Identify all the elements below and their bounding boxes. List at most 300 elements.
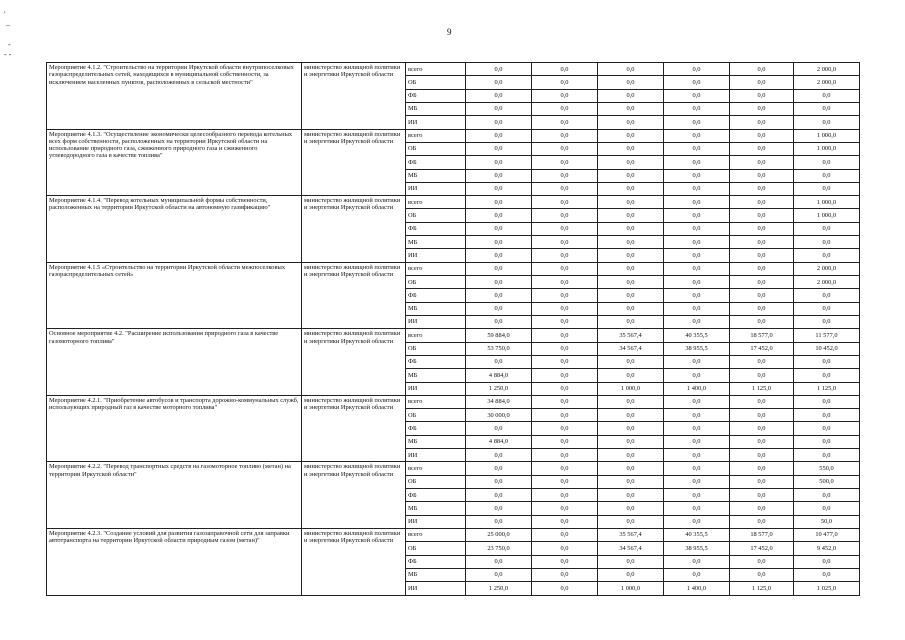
amount-cell: 0,0 — [664, 249, 730, 262]
amount-cell: 0,0 — [598, 568, 664, 581]
amount-cell: 0,0 — [664, 515, 730, 528]
amount-cell: 0,0 — [794, 302, 860, 315]
amount-cell: 0,0 — [532, 196, 598, 209]
funding-source: ИИ — [406, 515, 466, 528]
amount-cell: 0,0 — [664, 129, 730, 142]
amount-cell: 30 000,0 — [466, 409, 532, 422]
amount-cell: 0,0 — [598, 102, 664, 115]
amount-cell: 0,0 — [532, 582, 598, 596]
amount-cell: 0,0 — [794, 156, 860, 169]
amount-cell: 0,0 — [794, 489, 860, 502]
amount-cell: 2 000,0 — [794, 63, 860, 76]
funding-source: ОБ — [406, 76, 466, 89]
funding-source: ИИ — [406, 116, 466, 129]
amount-cell: 0,0 — [664, 449, 730, 462]
amount-cell: 0,0 — [730, 355, 794, 368]
funding-source: всего — [406, 129, 466, 142]
funding-source: ОБ — [406, 276, 466, 289]
amount-cell: 0,0 — [730, 156, 794, 169]
amount-cell: 23 750,0 — [466, 542, 532, 555]
amount-cell: 0,0 — [664, 63, 730, 76]
measure-name: Мероприятие 4.1.4. "Перевод котельных муниципальной формы собственности, расположенных на территории Иркутской области на автономную газификацию" — [47, 196, 302, 263]
amount-cell: 0,0 — [532, 302, 598, 315]
amount-cell: 0,0 — [466, 315, 532, 328]
amount-cell: 38 955,5 — [664, 342, 730, 355]
amount-cell: 0,0 — [598, 489, 664, 502]
funding-source: ФБ — [406, 289, 466, 302]
amount-cell: 0,0 — [598, 129, 664, 142]
amount-cell: 25 000,0 — [466, 528, 532, 541]
amount-cell: 0,0 — [466, 276, 532, 289]
amount-cell: 0,0 — [794, 395, 860, 408]
amount-cell: 0,0 — [730, 182, 794, 195]
amount-cell: 0,0 — [532, 182, 598, 195]
measure-name: Мероприятие 4.2.3. "Создание условий для развития газозаправочной сети для заправки автотранспорта на территории Иркутской области природным газом (метан)" — [47, 528, 302, 595]
funding-source: ИИ — [406, 449, 466, 462]
amount-cell: 0,0 — [664, 555, 730, 568]
funding-source: ОБ — [406, 342, 466, 355]
amount-cell: 0,0 — [730, 222, 794, 235]
amount-cell: 500,0 — [794, 475, 860, 488]
funding-source: всего — [406, 196, 466, 209]
amount-cell: 34 567,4 — [598, 542, 664, 555]
amount-cell: 1 400,0 — [664, 382, 730, 395]
amount-cell: 0,0 — [794, 169, 860, 182]
funding-source: ИИ — [406, 382, 466, 395]
amount-cell: 0,0 — [532, 435, 598, 448]
amount-cell: 18 577,0 — [730, 329, 794, 342]
amount-cell: 0,0 — [794, 409, 860, 422]
executor-name: министерство жилищной политики и энергетики Иркутской области — [302, 262, 406, 329]
amount-cell: 0,0 — [532, 63, 598, 76]
measure-name: Мероприятие 4.2.2. "Перевод транспортных средств на газомоторное топливо (метан) на территории Иркутской области" — [47, 462, 302, 529]
funding-source: ИИ — [406, 182, 466, 195]
amount-cell: 0,0 — [794, 236, 860, 249]
amount-cell: 0,0 — [532, 542, 598, 555]
amount-cell: 0,0 — [730, 262, 794, 275]
amount-cell: 0,0 — [532, 382, 598, 395]
amount-cell: 0,0 — [466, 449, 532, 462]
amount-cell: 0,0 — [664, 196, 730, 209]
amount-cell: 50,0 — [794, 515, 860, 528]
amount-cell: 0,0 — [598, 355, 664, 368]
amount-cell: 0,0 — [664, 315, 730, 328]
amount-cell: 0,0 — [598, 76, 664, 89]
amount-cell: 0,0 — [466, 502, 532, 515]
amount-cell: 0,0 — [466, 489, 532, 502]
amount-cell: 0,0 — [532, 289, 598, 302]
amount-cell: 0,0 — [532, 169, 598, 182]
amount-cell: 0,0 — [598, 222, 664, 235]
amount-cell: 0,0 — [664, 76, 730, 89]
amount-cell: 0,0 — [730, 409, 794, 422]
amount-cell: 0,0 — [598, 422, 664, 435]
measure-name: Мероприятие 4.1.5 «Строительство на территории Иркутской области межпоселковых газораспределительных сетей» — [47, 262, 302, 329]
amount-cell: 0,0 — [664, 236, 730, 249]
amount-cell: 0,0 — [794, 289, 860, 302]
amount-cell: 0,0 — [664, 89, 730, 102]
executor-name: министерство жилищной политики и энергетики Иркутской области — [302, 462, 406, 529]
amount-cell: 40 355,5 — [664, 329, 730, 342]
funding-source: ФБ — [406, 222, 466, 235]
amount-cell: 0,0 — [598, 395, 664, 408]
funding-source: МБ — [406, 369, 466, 382]
amount-cell: 0,0 — [730, 449, 794, 462]
amount-cell: 1 000,0 — [598, 382, 664, 395]
amount-cell: 0,0 — [466, 102, 532, 115]
amount-cell: 0,0 — [532, 395, 598, 408]
amount-cell: 0,0 — [532, 355, 598, 368]
amount-cell: 0,0 — [730, 315, 794, 328]
amount-cell: 0,0 — [532, 409, 598, 422]
amount-cell: 4 884,0 — [466, 369, 532, 382]
executor-name: министерство жилищной политики и энергетики Иркутской области — [302, 63, 406, 130]
amount-cell: 0,0 — [466, 63, 532, 76]
executor-name: министерство жилищной политики и энергетики Иркутской области — [302, 196, 406, 263]
amount-cell: 0,0 — [532, 276, 598, 289]
amount-cell: 0,0 — [466, 555, 532, 568]
funding-source: ФБ — [406, 355, 466, 368]
amount-cell: 0,0 — [730, 395, 794, 408]
amount-cell: 10 452,0 — [794, 342, 860, 355]
amount-cell: 35 567,4 — [598, 329, 664, 342]
amount-cell: 0,0 — [466, 129, 532, 142]
amount-cell: 0,0 — [532, 475, 598, 488]
amount-cell: 0,0 — [664, 182, 730, 195]
executor-name: министерство жилищной политики и энергетики Иркутской области — [302, 329, 406, 396]
amount-cell: 0,0 — [532, 422, 598, 435]
funding-source: МБ — [406, 435, 466, 448]
funding-source: МБ — [406, 568, 466, 581]
amount-cell: 38 955,5 — [664, 542, 730, 555]
amount-cell: 550,0 — [794, 462, 860, 475]
funding-source: ОБ — [406, 409, 466, 422]
amount-cell: 0,0 — [664, 502, 730, 515]
amount-cell: 0,0 — [598, 502, 664, 515]
amount-cell: 0,0 — [730, 502, 794, 515]
amount-cell: 0,0 — [598, 409, 664, 422]
amount-cell: 9 452,0 — [794, 542, 860, 555]
amount-cell: 0,0 — [532, 568, 598, 581]
amount-cell: 2 000,0 — [794, 262, 860, 275]
amount-cell: 0,0 — [466, 222, 532, 235]
amount-cell: 0,0 — [730, 555, 794, 568]
amount-cell: 0,0 — [532, 102, 598, 115]
amount-cell: 0,0 — [466, 209, 532, 222]
amount-cell: 0,0 — [664, 156, 730, 169]
binding-margin-marks: ' – - - - — [4, 10, 12, 59]
amount-cell: 0,0 — [598, 249, 664, 262]
amount-cell: 1 000,0 — [794, 209, 860, 222]
amount-cell: 17 452,0 — [730, 342, 794, 355]
funding-source: всего — [406, 329, 466, 342]
amount-cell: 0,0 — [730, 462, 794, 475]
amount-cell: 0,0 — [466, 236, 532, 249]
amount-cell: 0,0 — [598, 475, 664, 488]
amount-cell: 34 567,4 — [598, 342, 664, 355]
measure-name: Мероприятие 4.2.1. "Приобретение автобусов и транспорта дорожно-коммунальных служб, использующих природный газ в качестве моторного топлива" — [47, 395, 302, 462]
amount-cell: 0,0 — [466, 196, 532, 209]
amount-cell: 0,0 — [730, 475, 794, 488]
amount-cell: 1 025,0 — [794, 582, 860, 596]
amount-cell: 0,0 — [532, 315, 598, 328]
table-row — [47, 528, 860, 541]
amount-cell: 0,0 — [664, 262, 730, 275]
amount-cell: 0,0 — [598, 196, 664, 209]
amount-cell: 0,0 — [794, 369, 860, 382]
amount-cell: 0,0 — [664, 422, 730, 435]
funding-source: ИИ — [406, 582, 466, 596]
amount-cell: 0,0 — [466, 169, 532, 182]
funding-source: всего — [406, 395, 466, 408]
amount-cell: 0,0 — [664, 435, 730, 448]
amount-cell: 0,0 — [730, 196, 794, 209]
amount-cell: 0,0 — [466, 462, 532, 475]
amount-cell: 0,0 — [664, 116, 730, 129]
amount-cell: 0,0 — [466, 262, 532, 275]
funding-source: ОБ — [406, 475, 466, 488]
table-row — [47, 395, 860, 408]
amount-cell: 0,0 — [598, 169, 664, 182]
amount-cell: 1 250,0 — [466, 382, 532, 395]
amount-cell: 0,0 — [598, 302, 664, 315]
amount-cell: 2 000,0 — [794, 276, 860, 289]
amount-cell: 0,0 — [730, 169, 794, 182]
amount-cell: 0,0 — [730, 63, 794, 76]
amount-cell: 0,0 — [664, 209, 730, 222]
funding-source: ФБ — [406, 555, 466, 568]
table-row — [47, 262, 860, 275]
amount-cell: 0,0 — [598, 89, 664, 102]
amount-cell: 0,0 — [466, 475, 532, 488]
amount-cell: 0,0 — [730, 302, 794, 315]
amount-cell: 11 577,0 — [794, 329, 860, 342]
amount-cell: 0,0 — [532, 156, 598, 169]
executor-name: министерство жилищной политики и энергетики Иркутской области — [302, 395, 406, 462]
amount-cell: 0,0 — [664, 289, 730, 302]
amount-cell: 4 884,0 — [466, 435, 532, 448]
amount-cell: 0,0 — [532, 515, 598, 528]
amount-cell: 0,0 — [730, 142, 794, 155]
amount-cell: 0,0 — [532, 449, 598, 462]
amount-cell: 0,0 — [598, 209, 664, 222]
amount-cell: 1 000,0 — [598, 582, 664, 596]
funding-source: ОБ — [406, 142, 466, 155]
table-row — [47, 462, 860, 475]
funding-source: МБ — [406, 236, 466, 249]
amount-cell: 1 125,0 — [730, 382, 794, 395]
amount-cell: 0,0 — [664, 222, 730, 235]
amount-cell: 0,0 — [730, 369, 794, 382]
amount-cell: 0,0 — [730, 435, 794, 448]
amount-cell: 0,0 — [532, 89, 598, 102]
funding-source: ФБ — [406, 89, 466, 102]
funding-source: МБ — [406, 302, 466, 315]
amount-cell: 0,0 — [598, 515, 664, 528]
amount-cell: 34 884,0 — [466, 395, 532, 408]
amount-cell: 0,0 — [664, 409, 730, 422]
amount-cell: 17 452,0 — [730, 542, 794, 555]
amount-cell: 0,0 — [598, 116, 664, 129]
amount-cell: 1 250,0 — [466, 582, 532, 596]
amount-cell: 0,0 — [664, 302, 730, 315]
amount-cell: 0,0 — [794, 315, 860, 328]
amount-cell: 0,0 — [466, 182, 532, 195]
amount-cell: 0,0 — [664, 475, 730, 488]
amount-cell: 0,0 — [466, 289, 532, 302]
amount-cell: 0,0 — [466, 76, 532, 89]
amount-cell: 0,0 — [598, 276, 664, 289]
amount-cell: 53 750,0 — [466, 342, 532, 355]
amount-cell: 0,0 — [730, 289, 794, 302]
page-number: 9 — [447, 27, 452, 37]
funding-source: ИИ — [406, 315, 466, 328]
amount-cell: 18 577,0 — [730, 528, 794, 541]
amount-cell: 0,0 — [532, 528, 598, 541]
funding-source: МБ — [406, 169, 466, 182]
funding-source: всего — [406, 528, 466, 541]
amount-cell: 0,0 — [730, 236, 794, 249]
amount-cell: 0,0 — [730, 76, 794, 89]
amount-cell: 2 000,0 — [794, 76, 860, 89]
amount-cell: 0,0 — [466, 142, 532, 155]
amount-cell: 0,0 — [598, 182, 664, 195]
amount-cell: 0,0 — [598, 555, 664, 568]
executor-name: министерство жилищной политики и энергетики Иркутской области — [302, 129, 406, 196]
funding-source: МБ — [406, 102, 466, 115]
amount-cell: 0,0 — [794, 435, 860, 448]
amount-cell: 0,0 — [730, 515, 794, 528]
amount-cell: 0,0 — [532, 129, 598, 142]
amount-cell: 0,0 — [794, 89, 860, 102]
measure-name: Основное мероприятие 4.2. "Расширение использования природного газа в качестве газомоторного топлива" — [47, 329, 302, 396]
amount-cell: 0,0 — [532, 502, 598, 515]
amount-cell: 0,0 — [664, 142, 730, 155]
amount-cell: 0,0 — [532, 342, 598, 355]
amount-cell: 0,0 — [532, 142, 598, 155]
amount-cell: 0,0 — [532, 462, 598, 475]
amount-cell: 0,0 — [598, 315, 664, 328]
amount-cell: 0,0 — [794, 555, 860, 568]
amount-cell: 1 000,0 — [794, 129, 860, 142]
funding-source: ОБ — [406, 209, 466, 222]
amount-cell: 0,0 — [730, 116, 794, 129]
amount-cell: 0,0 — [794, 355, 860, 368]
table-row — [47, 329, 860, 342]
amount-cell: 0,0 — [466, 249, 532, 262]
amount-cell: 0,0 — [598, 369, 664, 382]
amount-cell: 0,0 — [532, 489, 598, 502]
amount-cell: 0,0 — [730, 489, 794, 502]
funding-source: ОБ — [406, 542, 466, 555]
amount-cell: 0,0 — [532, 555, 598, 568]
amount-cell: 0,0 — [664, 102, 730, 115]
amount-cell: 1 400,0 — [664, 582, 730, 596]
amount-cell: 0,0 — [532, 249, 598, 262]
amount-cell: 0,0 — [664, 462, 730, 475]
amount-cell: 0,0 — [532, 222, 598, 235]
amount-cell: 0,0 — [466, 422, 532, 435]
amount-cell: 0,0 — [794, 222, 860, 235]
amount-cell: 0,0 — [598, 435, 664, 448]
amount-cell: 0,0 — [794, 449, 860, 462]
table-row — [47, 63, 860, 76]
funding-source: всего — [406, 262, 466, 275]
amount-cell: 0,0 — [730, 249, 794, 262]
amount-cell: 0,0 — [532, 369, 598, 382]
table-row — [47, 129, 860, 142]
amount-cell: 0,0 — [466, 355, 532, 368]
executor-name: министерство жилищной политики и энергетики Иркутской области — [302, 528, 406, 595]
amount-cell: 1 000,0 — [794, 196, 860, 209]
amount-cell: 10 477,0 — [794, 528, 860, 541]
funding-source: МБ — [406, 502, 466, 515]
amount-cell: 0,0 — [532, 209, 598, 222]
amount-cell: 0,0 — [466, 89, 532, 102]
amount-cell: 0,0 — [730, 89, 794, 102]
funding-source: ФБ — [406, 422, 466, 435]
amount-cell: 59 884,0 — [466, 329, 532, 342]
amount-cell: 0,0 — [730, 568, 794, 581]
amount-cell: 0,0 — [730, 209, 794, 222]
amount-cell: 40 355,5 — [664, 528, 730, 541]
table-row — [47, 196, 860, 209]
amount-cell: 0,0 — [598, 449, 664, 462]
amount-cell: 0,0 — [598, 289, 664, 302]
amount-cell: 0,0 — [466, 156, 532, 169]
amount-cell: 0,0 — [598, 156, 664, 169]
amount-cell: 0,0 — [598, 63, 664, 76]
amount-cell: 0,0 — [730, 129, 794, 142]
amount-cell: 1 125,0 — [730, 582, 794, 596]
amount-cell: 0,0 — [794, 102, 860, 115]
amount-cell: 0,0 — [664, 169, 730, 182]
amount-cell: 0,0 — [664, 369, 730, 382]
funding-source: ФБ — [406, 156, 466, 169]
amount-cell: 0,0 — [598, 142, 664, 155]
amount-cell: 0,0 — [794, 502, 860, 515]
amount-cell: 0,0 — [532, 76, 598, 89]
amount-cell: 0,0 — [532, 236, 598, 249]
amount-cell: 0,0 — [532, 116, 598, 129]
amount-cell: 0,0 — [664, 568, 730, 581]
amount-cell: 1 000,0 — [794, 142, 860, 155]
amount-cell: 0,0 — [730, 276, 794, 289]
funding-table — [46, 62, 860, 596]
amount-cell: 0,0 — [598, 262, 664, 275]
funding-source: ФБ — [406, 489, 466, 502]
amount-cell: 0,0 — [794, 568, 860, 581]
amount-cell: 0,0 — [598, 462, 664, 475]
amount-cell: 0,0 — [532, 329, 598, 342]
amount-cell: 0,0 — [598, 236, 664, 249]
funding-source: ИИ — [406, 249, 466, 262]
amount-cell: 0,0 — [466, 302, 532, 315]
amount-cell: 0,0 — [664, 489, 730, 502]
amount-cell: 0,0 — [794, 116, 860, 129]
amount-cell: 0,0 — [664, 395, 730, 408]
measure-name: Мероприятие 4.1.2. "Строительство на территории Иркутской области внутрипоселковых газораспределительных сетей, находящихся в муниципальной собственности, за исключением населенных пунктов, расположенных в сельской местности" — [47, 63, 302, 130]
measure-name: Мероприятие 4.1.3. "Осуществление экономически целесообразного перевода котельных всех форм собственности, расположенных на территории Иркутской области на использование природного газа, сжиженного природного газа и сжиженного углеводородного газа в качестве топлива" — [47, 129, 302, 196]
funding-source: всего — [406, 462, 466, 475]
funding-source: всего — [406, 63, 466, 76]
amount-cell: 0,0 — [664, 276, 730, 289]
amount-cell: 0,0 — [730, 422, 794, 435]
amount-cell: 1 125,0 — [794, 382, 860, 395]
amount-cell: 0,0 — [664, 355, 730, 368]
amount-cell: 0,0 — [466, 515, 532, 528]
amount-cell: 0,0 — [466, 116, 532, 129]
